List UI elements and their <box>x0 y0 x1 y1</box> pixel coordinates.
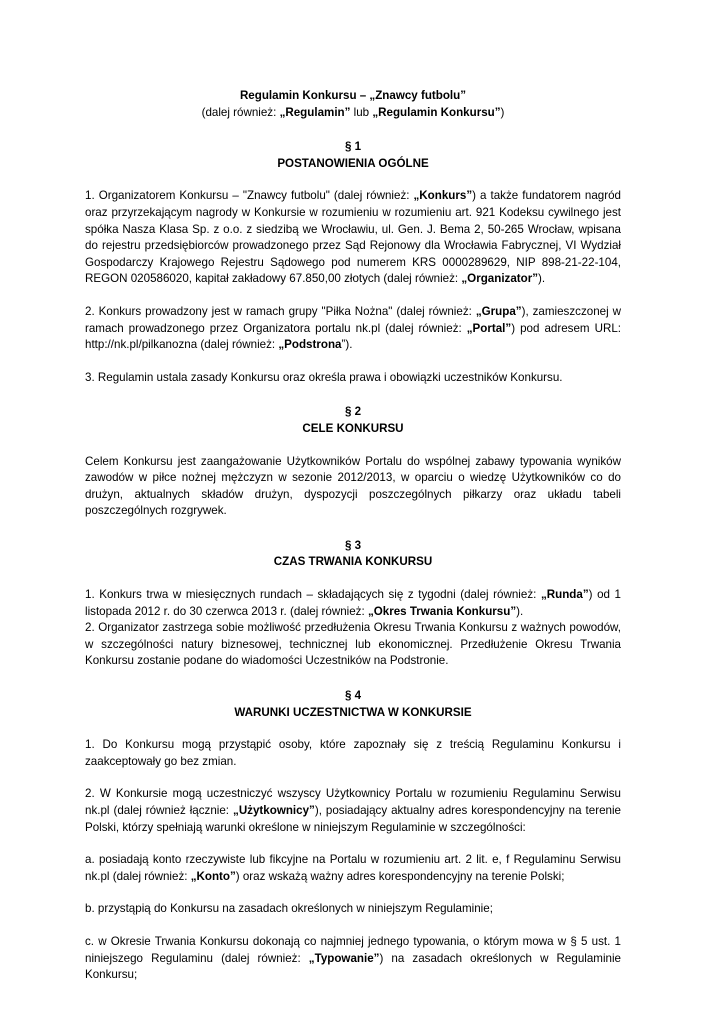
section-number: § 4 <box>344 689 362 703</box>
paragraph: a. posiadają konto rzeczywiste lub fikcyjne na Portalu w rozumieniu art. 2 lit. e, f Regulaminu Serwisu nk.pl (dalej również: „Konto”) oraz wskażą ważny adres korespondencyjny na terenie Polski; <box>85 853 621 883</box>
section-title: WARUNKI UCZESTNICTWA W KONKURSIE <box>234 705 472 719</box>
section-1-heading <box>85 139 621 172</box>
document-subtitle: (dalej również: „Regulamin” lub „Regulamin Konkursu”) <box>201 105 505 119</box>
paragraph: 1. Organizatorem Konkursu – "Znawcy futbolu" (dalej również: „Konkurs”) a także fundatorem nagród oraz przyrzekającym nagrody w Konkursie w rozumieniu w rozumieniu art. 921 Kodeksu cywilnego jest spółka Nasza Klasa Sp. z o.o. z siedzibą we Wrocławiu, ul. Gen. J. Bema 2, 50-265 Wrocław, wpisana do rejestru przedsiębiorców prowadzonego przez Sąd Rejonowy dla Wrocławia Fabrycznej, VI Wydział Gospodarczy Krajowego Rejestru Sądowego pod numerem KRS 0000289629, NIP 898-21-22-104, REGON 020586020, kapitał zakładowy 67.850,00 złotych (dalej również: „Organizator”). <box>85 189 621 286</box>
paragraph: 2. Konkurs prowadzony jest w ramach grupy "Piłka Nożna" (dalej również: „Grupa”), zamieszczonej w ramach prowadzonego przez Organizatora portalu nk.pl (dalej również: „Portal”) pod adresem URL: http://nk.pl/pilkanozna (dalej również: „Podstrona”). <box>85 304 621 352</box>
paragraph: 1. Konkurs trwa w miesięcznych rundach – składających się z tygodni (dalej również: „Runda”) od 1 listopada 2012 r. do 30 czerwca 2013 r. (dalej również: „Okres Trwania Konkursu”). <box>85 588 622 618</box>
paragraph: 1. Do Konkursu mogą przystąpić osoby, które zapoznały się z treścią Regulaminu Konkursu i zaakceptowały go bez zmian. <box>85 738 621 768</box>
document-page <box>85 88 621 1000</box>
paragraph: 2. W Konkursie mogą uczestniczyć wszyscy Użytkownicy Portalu w rozumieniu Regulaminu Serwisu nk.pl (dalej również łącznie: „Użytkownicy”), posiadający aktualny adres korespondencyjny na terenie Polski, którzy spełniają warunki określone w niniejszym Regulaminie w szczególności: <box>85 787 621 834</box>
section-3-heading <box>85 538 621 571</box>
paragraph: b. przystąpią do Konkursu na zasadach określonych w niniejszym Regulaminie; <box>85 902 493 916</box>
section-title: CELE KONKURSU <box>302 421 404 435</box>
paragraph: Celem Konkursu jest zaangażowanie Użytkowników Portalu do wspólnej zabawy typowania wyników zawodów w piłce nożnej mężczyzn w sezonie 2012/2013, w oparciu o wiedzę Użytkowników co do drużyn, aktualnych składów drużyn, dyspozycji poszczególnych piłkarzy oraz układu tabeli poszczególnych rozgrywek. <box>85 454 621 518</box>
section-4-heading <box>85 688 621 721</box>
document-title: Regulamin Konkursu – „Znawcy futbolu” <box>239 89 467 102</box>
document-title-block <box>85 88 621 121</box>
section-number: § 3 <box>344 538 362 552</box>
section-2-heading <box>85 404 621 437</box>
section-title: CZAS TRWANIA KONKURSU <box>273 555 433 569</box>
section-number: § 1 <box>344 140 362 154</box>
paragraph: 3. Regulamin ustala zasady Konkursu oraz określa prawa i obowiązki uczestników Konkursu. <box>85 370 563 384</box>
paragraph: 2. Organizator zastrzega sobie możliwość przedłużenia Okresu Trwania Konkursu z ważnych powodów, w szczególności natury biznesowej, technicznej lub ekonomicznej. Przedłużenie Okresu Trwania Konkursu zostanie podane do wiadomości Uczestników na Podstronie. <box>85 621 621 668</box>
section-title: POSTANOWIENIA OGÓLNE <box>277 156 429 170</box>
paragraph: c. w Okresie Trwania Konkursu dokonają co najmniej jednego typowania, o którym mowa w § 5 ust. 1 niniejszego Regulaminu (dalej również: „Typowanie”) na zasadach określonych w Regulaminie Konkursu; <box>85 934 621 982</box>
section-number: § 2 <box>344 405 362 419</box>
